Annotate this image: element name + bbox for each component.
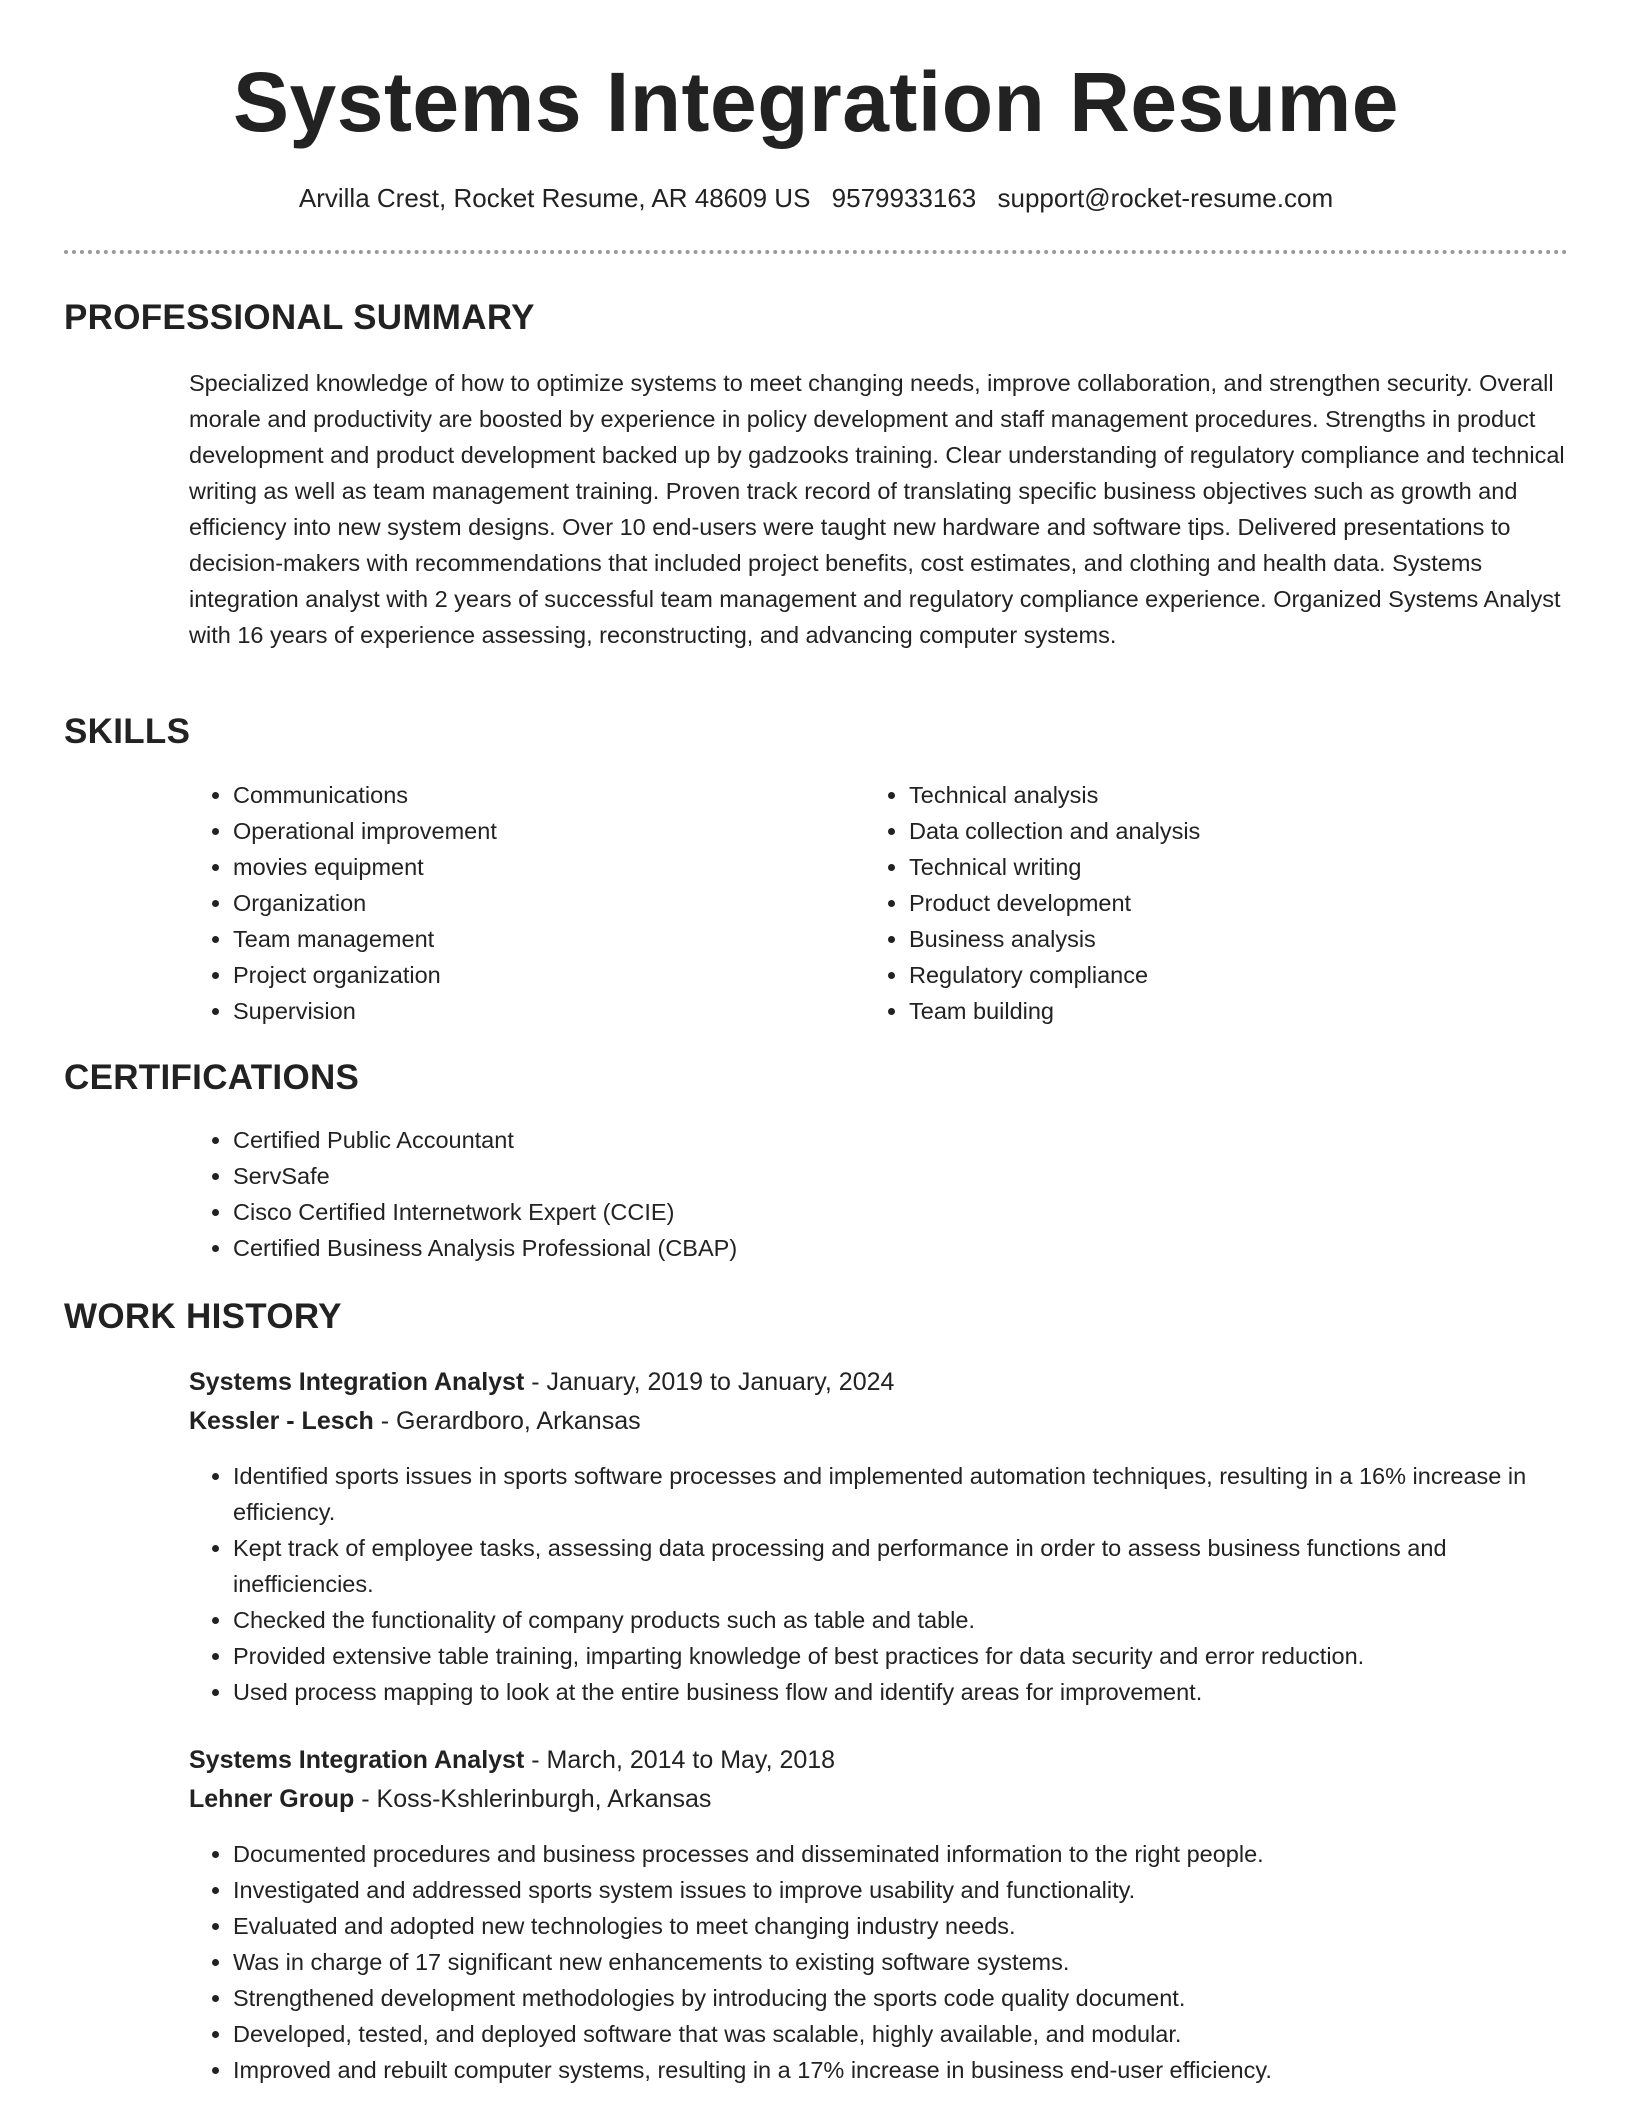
skill-item: • Operational improvement xyxy=(233,813,853,849)
job-bullet: • Evaluated and adopted new technologies to meet changing industry needs. xyxy=(233,1908,1583,1944)
certification-item: • Certified Public Accountant xyxy=(233,1122,1533,1158)
job-dates: - January, 2019 to January, 2024 xyxy=(524,1368,895,1396)
skill-item: • Business analysis xyxy=(909,921,1589,957)
skill-item: • Regulatory compliance xyxy=(909,957,1589,993)
job-company-line xyxy=(189,1403,641,1439)
certification-item: • ServSafe xyxy=(233,1158,1533,1194)
summary-text: Specialized knowledge of how to optimize systems to meet changing needs, improve collaboration, and strengthen security. Overall morale and productivity are boosted by experience in policy development and staff management procedures. Strengths in product development and product development backed up by gadzooks training. Clear understanding of regulatory compliance and technical writing as well as team management training. Proven track record of translating specific business objectives such as growth and efficiency into new system designs. Over 10 end-users were taught new hardware and software tips. Delivered presentations to decision-makers with recommendations that included project benefits, cost estimates, and clothing and health data. Systems integration analyst with 2 years of successful team management and regulatory compliance experience. Organized Systems Analyst with 16 years of experience assessing, reconstructing, and advancing computer systems. xyxy=(189,370,1565,648)
job-bullet: • Checked the functionality of company products such as table and table. xyxy=(233,1602,1583,1638)
contact-line xyxy=(0,180,1632,216)
job-location: - Koss-Kshlerinburgh, Arkansas xyxy=(354,1785,712,1813)
job-bullet: • Developed, tested, and deployed software that was scalable, highly available, and modular. xyxy=(233,2016,1583,2052)
skills-list-left xyxy=(189,777,853,1029)
certification-item: • Cisco Certified Internetwork Expert (CCIE) xyxy=(233,1194,1533,1230)
job-bullet: • Kept track of employee tasks, assessing data processing and performance in order to assess business functions and inefficiencies. xyxy=(233,1530,1583,1602)
skill-item: • Technical writing xyxy=(909,849,1589,885)
skill-item: • Technical analysis xyxy=(909,777,1589,813)
job-company-line xyxy=(189,1781,711,1817)
skill-item: • Supervision xyxy=(233,993,853,1029)
skill-item: • Team management xyxy=(233,921,853,957)
skills-list-right xyxy=(865,777,1589,1029)
skill-item: • Data collection and analysis xyxy=(909,813,1589,849)
header-divider xyxy=(64,250,1568,254)
job-bullet: • Improved and rebuilt computer systems, resulting in a 17% increase in business end-user efficiency. xyxy=(233,2052,1583,2088)
skills-heading: SKILLS xyxy=(64,712,191,751)
job-title-line xyxy=(189,1742,835,1778)
skill-item: • Team building xyxy=(909,993,1589,1029)
resume-title: Systems Integration Resume xyxy=(232,55,1400,149)
job-company: Kessler - Lesch xyxy=(189,1407,374,1435)
job-bullet: • Investigated and addressed sports system issues to improve usability and functionality. xyxy=(233,1872,1583,1908)
skill-item: • Project organization xyxy=(233,957,853,993)
job-bullet: • Used process mapping to look at the entire business flow and identify areas for improvement. xyxy=(233,1674,1583,1710)
job-bullet: • Provided extensive table training, imparting knowledge of best practices for data security and error reduction. xyxy=(233,1638,1583,1674)
job-bullet: • Was in charge of 17 significant new enhancements to existing software systems. xyxy=(233,1944,1583,1980)
skill-item: • Product development xyxy=(909,885,1589,921)
job-title: Systems Integration Analyst xyxy=(189,1368,525,1396)
job-title: Systems Integration Analyst xyxy=(189,1746,525,1774)
skill-item: • Organization xyxy=(233,885,853,921)
job-company: Lehner Group xyxy=(189,1785,355,1813)
job-bullets xyxy=(189,1458,1583,1710)
work-history-heading: WORK HISTORY xyxy=(64,1297,342,1336)
job-location: - Gerardboro, Arkansas xyxy=(373,1407,641,1435)
certifications-list xyxy=(189,1122,1533,1266)
job-title-line xyxy=(189,1364,894,1400)
job-bullet: • Identified sports issues in sports software processes and implemented automation techniques, resulting in a 16% increase in efficiency. xyxy=(233,1458,1583,1530)
certification-item: • Certified Business Analysis Professional (CBAP) xyxy=(233,1230,1533,1266)
contact-address: Arvilla Crest, Rocket Resume, AR 48609 US xyxy=(298,183,811,213)
job-bullet: • Documented procedures and business processes and disseminated information to the right people. xyxy=(233,1836,1583,1872)
job-dates: - March, 2014 to May, 2018 xyxy=(524,1746,836,1774)
job-bullets xyxy=(189,1836,1583,2088)
skill-item: • movies equipment xyxy=(233,849,853,885)
job-bullet: • Strengthened development methodologies by introducing the sports code quality document. xyxy=(233,1980,1583,2016)
skill-item: • Communications xyxy=(233,777,853,813)
summary-heading: PROFESSIONAL SUMMARY xyxy=(64,298,535,337)
certifications-heading: CERTIFICATIONS xyxy=(64,1058,360,1097)
contact-email: support@rocket-resume.com xyxy=(997,183,1334,213)
contact-phone: 9579933163 xyxy=(831,183,977,213)
